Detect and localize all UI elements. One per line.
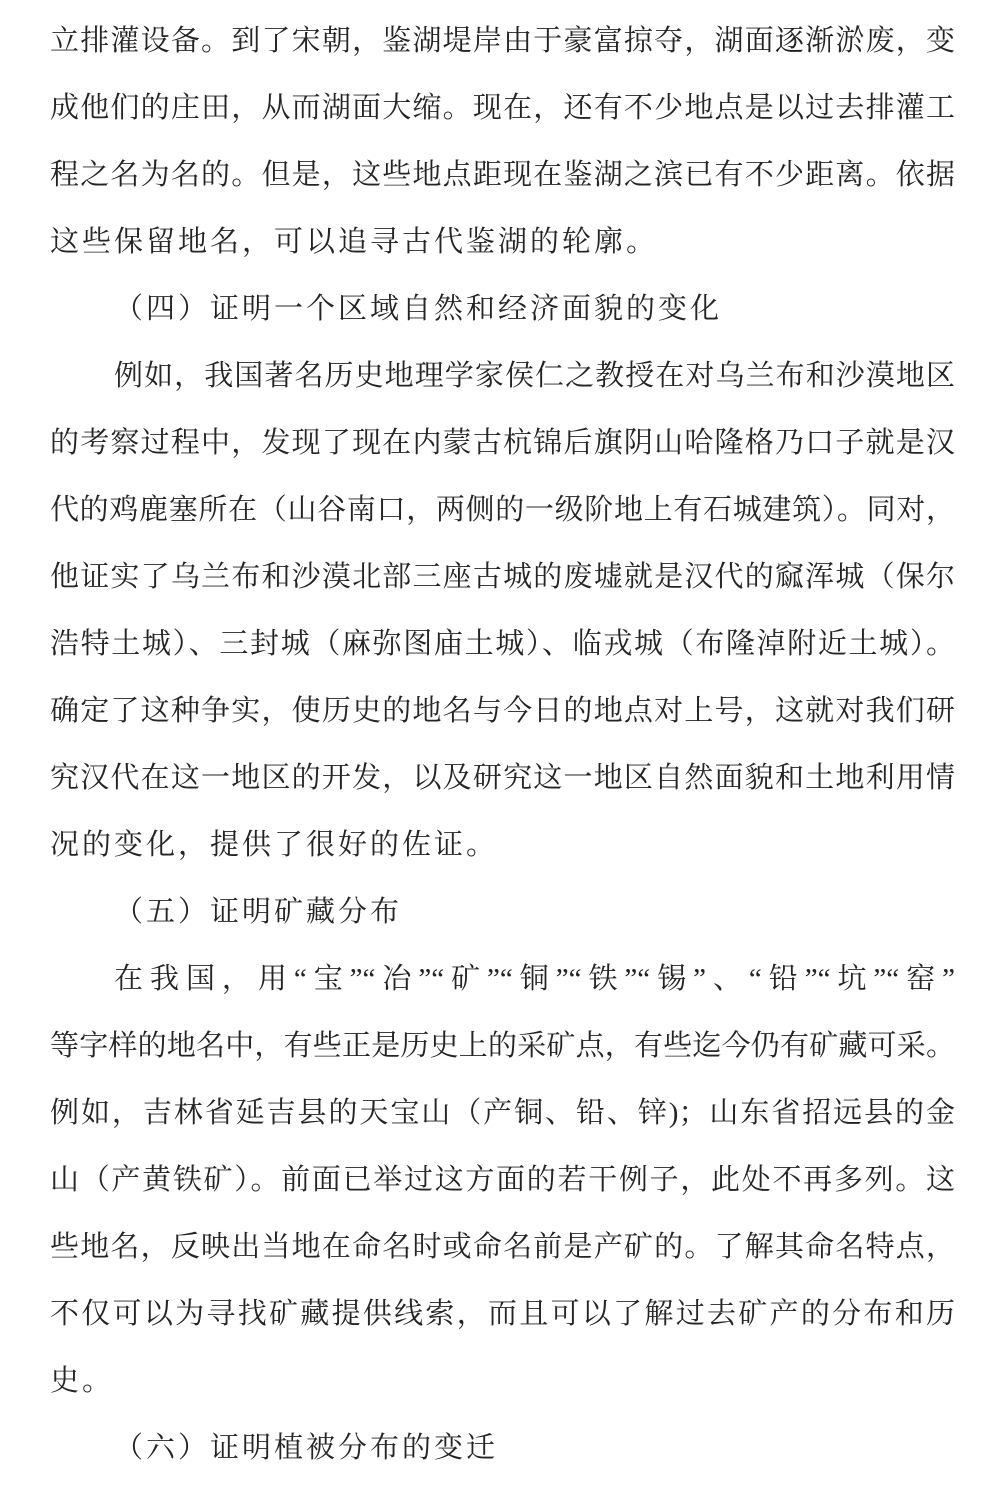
paragraph (50, 8, 955, 276)
section-heading (50, 276, 955, 343)
text-line: 例如，吉林省延吉县的天宝山（产铜、铅、锌)；山东省招远县的金 (50, 1097, 955, 1129)
paragraph (50, 946, 955, 1415)
text-line: 些地名，反映出当地在命名时或命名前是产矿的。了解其命名特点， (50, 1231, 955, 1263)
text-line: 这些保留地名，可以追寻古代鉴湖的轮廓。 (50, 226, 659, 258)
text-line: 究汉代在这一地区的开发，以及研究这一地区自然面貌和土地利用情 (50, 762, 955, 794)
section-heading (50, 1415, 955, 1482)
text-line: （六）证明植被分布的变迁 (114, 1432, 499, 1464)
text-line: （四）证明一个区域自然和经济面貌的变化 (114, 293, 723, 325)
text-line: 山（产黄铁矿）。前面已举过这方面的若干例子，此处不再多列。这 (50, 1164, 955, 1196)
text-line: 浩特土城）、三封城（麻弥图庙土城）、临戎城（布隆淖附近土城）。 (50, 628, 955, 660)
text-line: 他证实了乌兰布和沙漠北部三座古城的废墟就是汉代的窳浑城（保尔 (50, 561, 955, 593)
text-line: 况的变化，提供了很好的佐证。 (50, 829, 499, 861)
section-heading (50, 879, 955, 946)
text-line: 不仅可以为寻找矿藏提供线索，而且可以了解过去矿产的分布和历 (50, 1298, 955, 1330)
text-line: 史。 (50, 1365, 115, 1397)
text-line: 成他们的庄田，从而湖面大缩。现在，还有不少地点是以过去排灌工 (50, 92, 955, 124)
text-line: 立排灌设备。到了宋朝，鉴湖堤岸由于豪富掠夺，湖面逐渐淤废，变 (50, 25, 955, 57)
text-line: 在我国，用“宝”“冶”“矿”“铜”“铁”“锡”、“铅”“坑”“窑” (114, 963, 955, 995)
text-line: （五）证明矿藏分布 (114, 896, 403, 928)
paragraph (50, 343, 955, 879)
text-line: 的考察过程中，发现了现在内蒙古杭锦后旗阴山哈隆格乃口子就是汉 (50, 427, 955, 459)
text-line: 程之名为名的。但是，这些地点距现在鉴湖之滨已有不少距离。依据 (50, 159, 955, 191)
text-line: 代的鸡鹿塞所在（山谷南口，两侧的一级阶地上有石城建筑）。同对， (50, 494, 955, 526)
text-line: 例如，我国著名历史地理学家侯仁之教授在对乌兰布和沙漠地区 (114, 360, 955, 392)
text-line: 确定了这种争实，使历史的地名与今日的地点对上号，这就对我们研 (50, 695, 955, 727)
text-line: 等字样的地名中，有些正是历史上的采矿点，有些迄今仍有矿藏可采。 (50, 1030, 955, 1062)
